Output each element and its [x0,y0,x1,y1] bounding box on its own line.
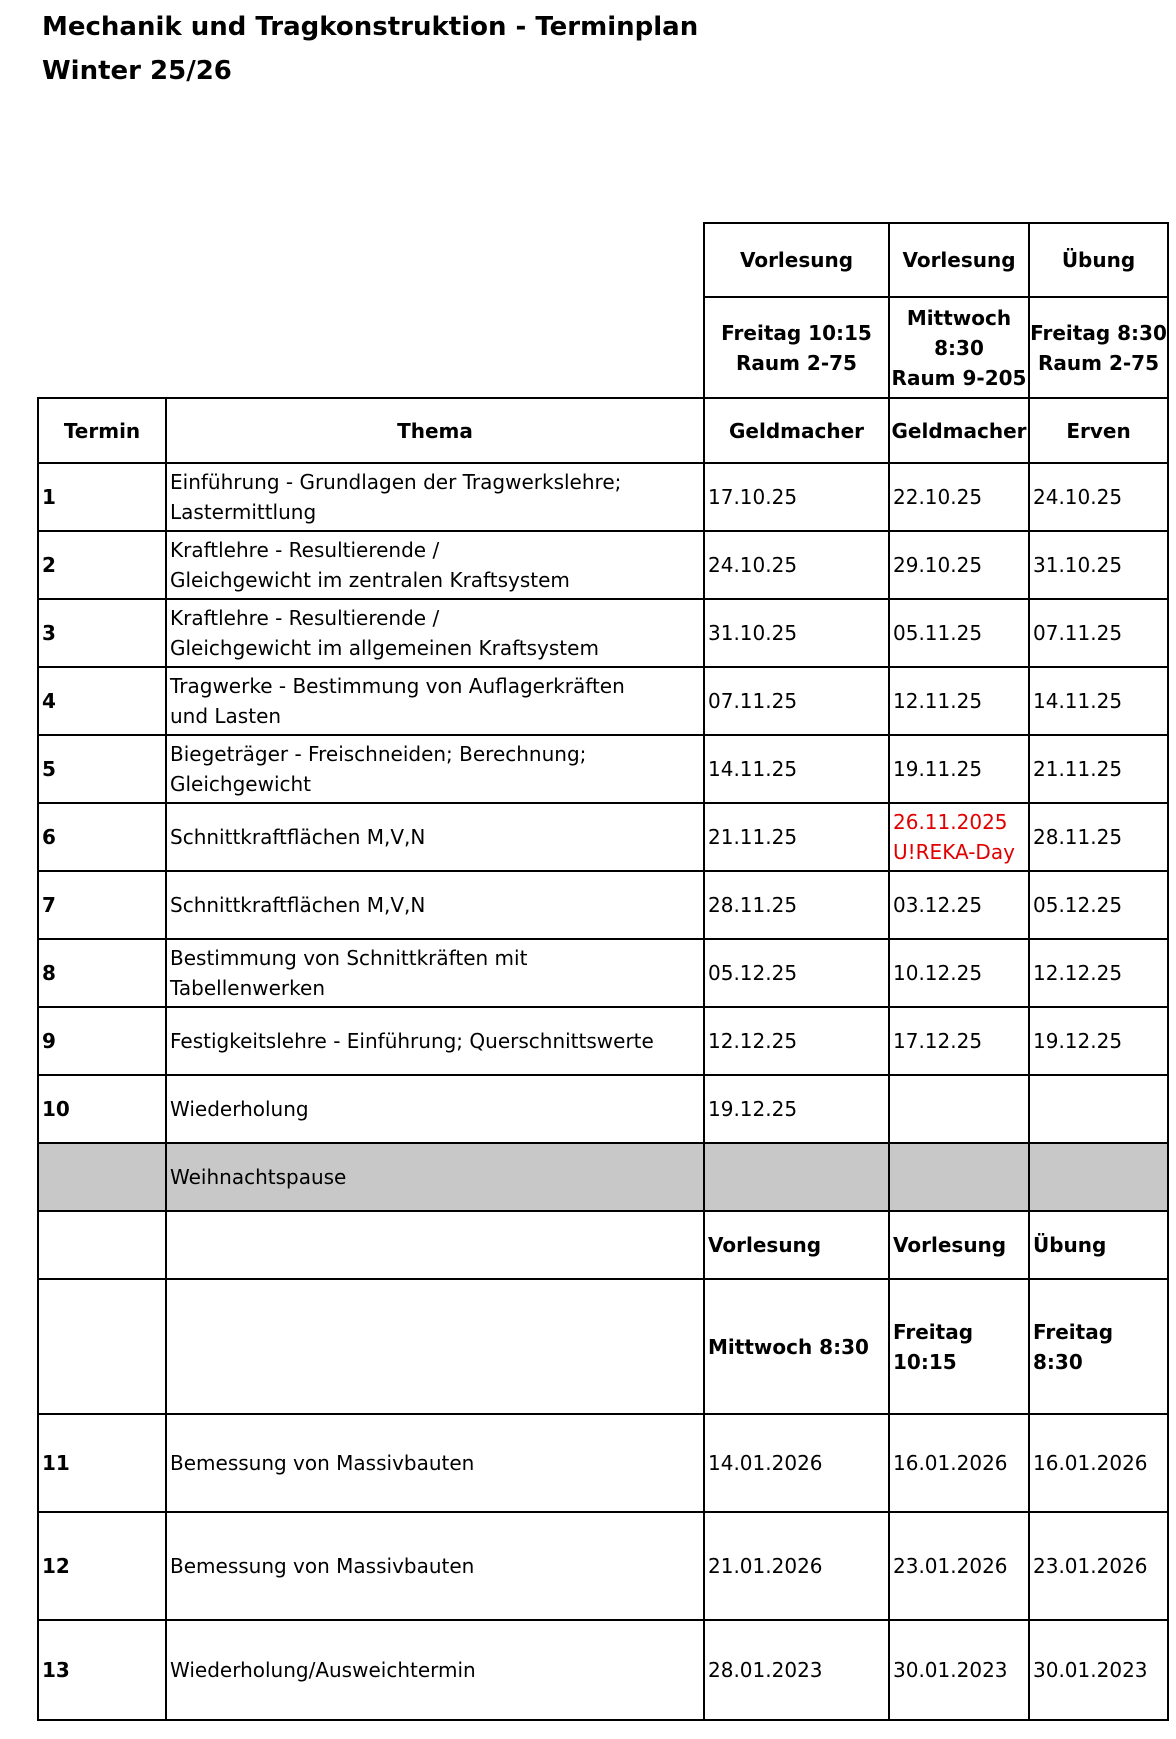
header-lecturer-3: Erven [1028,397,1169,464]
header2-time-3: Freitag 8:30 [1028,1278,1169,1415]
row-date-2: 23.01.2026 [888,1511,1030,1621]
row-topic: Wiederholung [165,1074,705,1144]
row-date-3: 21.11.25 [1028,734,1169,804]
header-time-3: Freitag 8:30 Raum 2-75 [1028,296,1169,399]
header-type-2: Vorlesung [888,222,1030,298]
row-number: 7 [37,870,167,940]
row-date-2: 05.11.25 [888,598,1030,668]
break-date-1 [703,1142,890,1212]
row-date-1: 21.11.25 [703,802,890,872]
row-number: 9 [37,1006,167,1076]
row-date-2: 10.12.25 [888,938,1030,1008]
row-date-3: 16.01.2026 [1028,1413,1169,1513]
row-topic: Schnittkraftflächen M,V,N [165,802,705,872]
row-date-1: 14.01.2026 [703,1413,890,1513]
row-topic: Bestimmung von Schnittkräften mit Tabellenwerken [165,938,705,1008]
row-number: 12 [37,1511,167,1621]
row-date-3: 23.01.2026 [1028,1511,1169,1621]
header-thema: Thema [165,397,705,464]
header2-number [37,1210,167,1280]
page-title: Mechanik und Tragkonstruktion - Terminplan [42,12,699,42]
header2-time-1: Mittwoch 8:30 [703,1278,890,1415]
row-date-1: 24.10.25 [703,530,890,600]
row-date-3: 24.10.25 [1028,462,1169,532]
row-number: 10 [37,1074,167,1144]
row-date-2: 22.10.25 [888,462,1030,532]
row-topic: Schnittkraftflächen M,V,N [165,870,705,940]
row-date-2 [888,1074,1030,1144]
row-topic: Einführung - Grundlagen der Tragwerkslehre; Lastermittlung [165,462,705,532]
header2-number-b [37,1278,167,1415]
header2-time-2: Freitag 10:15 [888,1278,1030,1415]
row-number: 5 [37,734,167,804]
row-date-3: 07.11.25 [1028,598,1169,668]
row-date-1: 07.11.25 [703,666,890,736]
row-number: 3 [37,598,167,668]
row-date-3: 28.11.25 [1028,802,1169,872]
row-topic: Bemessung von Massivbauten [165,1511,705,1621]
row-topic: Kraftlehre - Resultierende / Gleichgewicht im allgemeinen Kraftsystem [165,598,705,668]
row-topic: Biegeträger - Freischneiden; Berechnung; Gleichgewicht [165,734,705,804]
header-time-1: Freitag 10:15 Raum 2-75 [703,296,890,399]
row-date-3: 05.12.25 [1028,870,1169,940]
header2-type-1: Vorlesung [703,1210,890,1280]
row-date-1: 28.01.2023 [703,1619,890,1721]
header-lecturer-1: Geldmacher [703,397,890,464]
break-date-3 [1028,1142,1169,1212]
row-number: 6 [37,802,167,872]
row-date-2: 30.01.2023 [888,1619,1030,1721]
header2-type-2: Vorlesung [888,1210,1030,1280]
row-number: 8 [37,938,167,1008]
row-date-1: 28.11.25 [703,870,890,940]
row-date-1: 12.12.25 [703,1006,890,1076]
row-number: 13 [37,1619,167,1721]
row-date-3: 12.12.25 [1028,938,1169,1008]
header-type-3: Übung [1028,222,1169,298]
row-date-2: 26.11.2025 U!REKA-Day [888,802,1030,872]
row-topic: Kraftlehre - Resultierende / Gleichgewicht im zentralen Kraftsystem [165,530,705,600]
row-date-2: 12.11.25 [888,666,1030,736]
row-topic: Bemessung von Massivbauten [165,1413,705,1513]
header-type-1: Vorlesung [703,222,890,298]
row-date-1: 19.12.25 [703,1074,890,1144]
break-number [37,1142,167,1212]
break-date-2 [888,1142,1030,1212]
header-termin: Termin [37,397,167,464]
header-time-2: Mittwoch 8:30 Raum 9-205 [888,296,1030,399]
row-date-1: 31.10.25 [703,598,890,668]
row-date-1: 17.10.25 [703,462,890,532]
row-date-3: 30.01.2023 [1028,1619,1169,1721]
row-topic: Wiederholung/Ausweichtermin [165,1619,705,1721]
row-number: 11 [37,1413,167,1513]
row-date-2: 16.01.2026 [888,1413,1030,1513]
row-date-3 [1028,1074,1169,1144]
row-date-1: 14.11.25 [703,734,890,804]
row-date-3: 19.12.25 [1028,1006,1169,1076]
header2-thema [165,1210,705,1280]
row-date-2: 19.11.25 [888,734,1030,804]
row-topic: Festigkeitslehre - Einführung; Querschnittswerte [165,1006,705,1076]
row-date-1: 21.01.2026 [703,1511,890,1621]
row-number: 4 [37,666,167,736]
row-date-2: 29.10.25 [888,530,1030,600]
row-date-3: 31.10.25 [1028,530,1169,600]
page-subtitle: Winter 25/26 [42,56,232,86]
break-label: Weihnachtspause [165,1142,705,1212]
row-number: 2 [37,530,167,600]
row-date-1: 05.12.25 [703,938,890,1008]
header2-thema-b [165,1278,705,1415]
row-topic: Tragwerke - Bestimmung von Auflagerkräften und Lasten [165,666,705,736]
row-number: 1 [37,462,167,532]
row-date-2: 03.12.25 [888,870,1030,940]
row-date-2: 17.12.25 [888,1006,1030,1076]
row-date-3: 14.11.25 [1028,666,1169,736]
header2-type-3: Übung [1028,1210,1169,1280]
header-lecturer-2: Geldmacher [888,397,1030,464]
